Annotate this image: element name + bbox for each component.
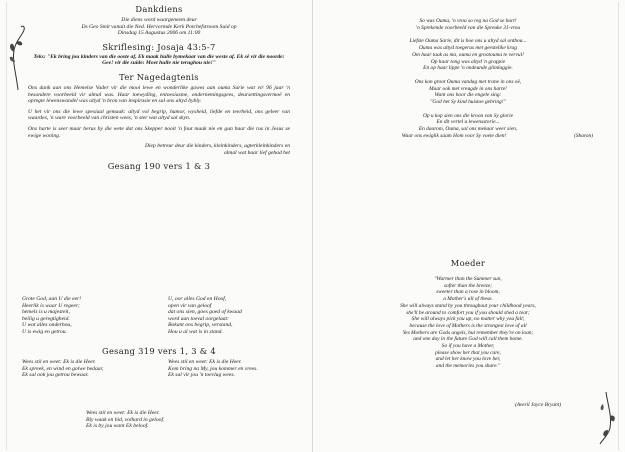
service-heading: Dankdiens [135, 4, 183, 14]
scripture-heading: Skriflesing: Josaja 43:5-7 [102, 41, 216, 52]
tribute-line: Maar ook met vreugde in ons harte! [429, 85, 507, 92]
right-page [313, 0, 625, 452]
tribute-line: Liefste Ouma Sarie, dit is hoe ons u altyd sal onthou... [409, 38, 527, 45]
poem-line: Yes Mothers are Gods angels, but remember they're on loan; [402, 329, 534, 336]
tribute-line: So was Ouma, 'n vrou so reg na God se hart! [419, 18, 517, 24]
hymn-verse [168, 296, 308, 335]
poem-line: So if you have a Mother, [441, 343, 495, 350]
hymn-line: Wees stil en weet: Ek is die Heer. [22, 359, 96, 365]
tribute-line: Want ons hoor die engele sing: [434, 92, 502, 99]
tribute-line: Om haar taak as ma, ouma en grootouma te vervul! [412, 51, 524, 58]
service-line: Dinsdag 15 Augustus 2006 om 11:00 [117, 30, 201, 37]
hymn-line: Heerlik is waar U regeer; [22, 302, 80, 309]
hymn-line: Ek sal vir jou 'n toevlug wees. [168, 372, 235, 378]
tribute-last-line [343, 133, 593, 140]
hymn-heading: Gesang 190 vers 1 & 3 [107, 161, 211, 172]
hymn-verse [86, 410, 164, 430]
hymn-line: Grote God, aan U die eer! [22, 296, 82, 302]
hymn-319-verses [22, 359, 308, 379]
hymn-line: U is ewig en getrou. [22, 328, 68, 335]
hymn-line: hemels is u majesteit, [22, 309, 70, 315]
tribute-line: Ons kon groot Ouma vandag met trane in ons oë, [414, 78, 522, 85]
tribute-line: En dit vertel u lewensstorie... [436, 119, 500, 126]
poem-line: She will always stand by you throughout your childhood years, [400, 302, 536, 309]
hymn-verse [22, 296, 162, 335]
poem-line: and the memories you share." [435, 363, 501, 370]
hymn-verse [22, 359, 162, 379]
tribute-line: "God het Sy kind huistoe gebring!" [430, 99, 506, 106]
tribute-line: En op haar lippe 'n ondeunde glimlaggie. [423, 65, 513, 72]
poem-line: because the love of Mothers is the strongest love of all [409, 322, 527, 329]
poem-author: (Averil Joyce Bryant) [514, 402, 562, 408]
poem-line: She will always pick you up, no matter why you fall; [411, 316, 525, 323]
tribute-line: En daarom, Ouma, sal ons mekaar weer sien, [418, 126, 518, 133]
tribute-line: Op u kop sien ons die kroon van Sy glorie [422, 112, 514, 119]
hymn-line: heilig u geregtigheid. [22, 315, 70, 322]
poem-line: and let her know you love her, [435, 356, 501, 363]
tribute-signature: (Sharon) [574, 132, 593, 139]
service-line: Ds Geo Smit vanuit die Ned. Hervormde Kerk Potchefstroom Suid op [81, 23, 237, 30]
poem-line: softer than the breeze; [443, 282, 493, 289]
tribute-line: Op haar tong was altyd 'n grappie [430, 58, 506, 65]
hymn-line: dat ons sien, goes goed of kwaad [168, 309, 242, 315]
memorial-paragraph: Ons harte is seer maar berus by die wete dat ons Skepper nooit 'n fout maak nie en gun haar die rus in Jesus se ewige woning. [28, 125, 290, 139]
service-line: Die diens word waargeneem deur [121, 17, 197, 23]
hymn-line: Ek spreek, en wind en golwe bedaar, [22, 365, 104, 372]
left-page [0, 0, 312, 452]
tribute-line: 'n Sprekende voorbeeld van die Spreuke 31-vrou [415, 24, 521, 31]
hymn-line: Bly waak en bid, volhard in geloof. [86, 416, 165, 423]
hymn-line: Wees stil en weet: Ek is die Heer. [86, 410, 160, 416]
poem-heading: Moeder [450, 258, 486, 268]
hymn-line: Ek sal ook jou getrou bewaar. [22, 372, 89, 378]
poem-line: sweeter than a rose in bloom, [436, 289, 500, 296]
tribute-line: Ouma was altyd toegerus met geestelike krag [419, 45, 517, 52]
memorial-signature: almal wat haar lief gehad het [223, 149, 290, 156]
hymn-line: Wees stil en weet: Ek is die Heer. [168, 359, 242, 365]
poem-line: a Mother's all of these. [443, 296, 493, 303]
memorial-heading: Ter Nagedagtenis [119, 71, 199, 82]
hymn-line: open vir van geloof [168, 302, 212, 309]
hymn-line: U wat alles onderhou, [22, 322, 72, 328]
hymn-line: Ek is by jou want Ek beloof. [86, 423, 149, 430]
poem-body [333, 276, 603, 370]
hymn-line: Bokant ons begrip, verstand, [168, 322, 233, 328]
tribute-line: Waar ons ewiglik saam Hom voor Sy voete dien! [401, 132, 507, 139]
poem-line: and one day in the future God will call them home. [413, 336, 523, 343]
hymn-verse [168, 359, 308, 379]
hymn-line: U, oor alles God en Hoof, [168, 296, 227, 302]
poem-line: she'll be around to comfort you if you should shed a tear; [406, 309, 530, 316]
memorial-paragraph: Ons dank aan ons Hemelse Vader vir die mooi lewe en wonderlike gawes aan ouma Sarie wat vir 96 jaar 'n besondere voorbeeld vir almal was. Haar toewyding, entoesiasme, ondernemingsgees, deursettingsvermoë en opregte lewenswandel was altyd 'n bron van inspirasie en sal ons altyd bybly. [28, 84, 290, 105]
hymn-190-verses [22, 296, 308, 335]
hymn-heading: Gesang 319 vers 1, 3 & 4 [102, 346, 216, 356]
memorial-signature: Diep betreur deur die kinders, kleinkinders, agterkleinkinders en [144, 143, 290, 150]
poem-line: "Warmer than the Summer sun, [434, 276, 502, 282]
scripture-text: Teks: "Ek bring jou kinders van die ooste af, Ek maak hulle bymekaar van die weste af. Ek sê vir die noorde: Gee! vir die suide: Moet hulle nie terughou nie!" [33, 53, 285, 67]
memorial-paragraph: U het vir ons die lewe spesiaal gemaak: altyd vol begrip, humor, wysheid, liefde en teerheid, ons geleer van waardes, 'n ware voorbeeld van christen wees, 'n ster wat altyd sal skyn. [28, 108, 290, 122]
hymn-line: word aan toeval oorgelaat: [168, 315, 229, 322]
hymn-line: Kom bring na My, jou kommer en vrees. [168, 365, 258, 372]
poem-line: please show her that you care, [435, 349, 501, 356]
hymn-line: Hou u al wat is in stand. [168, 328, 223, 335]
